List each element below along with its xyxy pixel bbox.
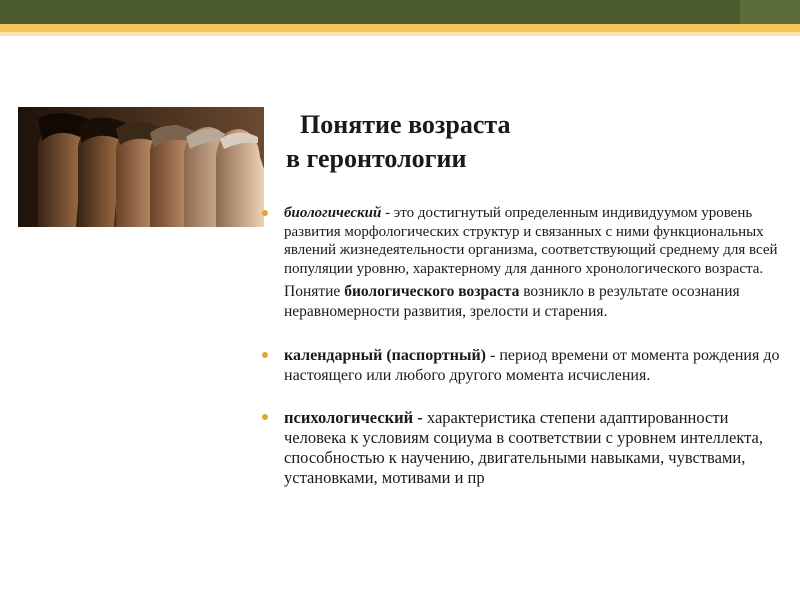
accent-stripe-light xyxy=(0,32,800,36)
bullet-dot xyxy=(262,352,268,358)
aging-faces-image xyxy=(18,107,264,227)
bullet-term: биологический xyxy=(284,205,382,221)
bullet-text: - это достигнутый определенным индивидуумом уровень развития морфологических структур и связанных с ними функциональных явлений жизнедеятельности организма, соответствующий среднему для всей популяции уровню, характерному для данного хронологического возраста. xyxy=(284,205,778,277)
note-prefix: Понятие xyxy=(284,283,345,300)
title-line-1: Понятие возраста xyxy=(300,110,511,139)
bullet-term: психологический - xyxy=(284,408,423,427)
bullet-calendar xyxy=(262,346,782,386)
bullet-dot xyxy=(262,210,268,216)
note-term: биологического возраста xyxy=(344,283,520,300)
bullet-dot xyxy=(262,414,268,420)
accent-stripe xyxy=(0,24,800,32)
header-band xyxy=(0,0,800,24)
bullet-biological xyxy=(262,204,782,278)
header-band-corner xyxy=(740,0,800,24)
faces-illustration xyxy=(18,107,264,227)
bullet-text: характеристика степени адаптированности человека к условиям социума в соответствии с уровнем интеллекта, способностью к научению, двигательными навыками, чувствами, установками, мотивами и пр xyxy=(284,408,763,487)
title-line-2: в геронтологии xyxy=(286,144,467,173)
bullet-psychological xyxy=(262,408,782,488)
slide-title xyxy=(272,108,792,176)
note-suffix: возникло в результате осознания неравномерности развития, зрелости и старения. xyxy=(284,283,740,320)
note-paragraph xyxy=(262,282,782,322)
slide-content xyxy=(262,204,782,488)
bullet-term: календарный (паспортный) xyxy=(284,347,487,364)
bullet-text: - период времени от момента рождения до настоящего или любого другого момента исчисления. xyxy=(284,347,780,384)
